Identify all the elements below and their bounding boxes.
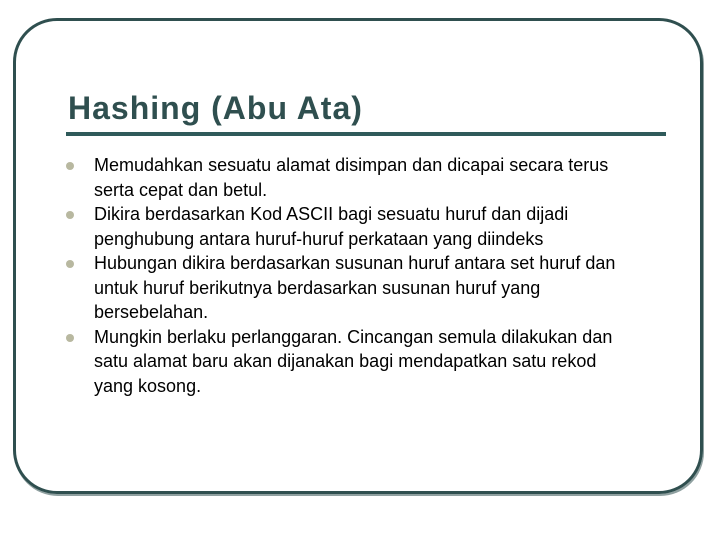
bullet-line: Hubungan dikira berdasarkan susunan huruf antara set huruf dan [94,253,616,273]
bullet-item [66,153,678,202]
bullet-line: satu alamat baru akan dijanakan bagi mendapatkan satu rekod [94,351,597,371]
bullet-item [66,251,678,325]
bullet-dot-icon [66,334,74,342]
bullet-line: yang kosong. [94,375,202,396]
bullet-line: Mungkin berlaku perlanggaran. Cincangan semula dilakukan dan [94,326,613,347]
bullet-line: untuk huruf berikutnya berdasarkan susunan huruf yang [94,277,541,298]
bullet-line: Dikira berdasarkan Kod ASCII bagi sesuatu huruf dan dijadi [94,204,569,224]
bullet-line: penghubung antara huruf-huruf perkataan yang diindeks [94,228,544,249]
bullet-line: serta cepat dan betul. [94,179,268,200]
bullet-line: bersebelahan. [94,302,209,322]
bullet-item [66,325,678,399]
bullet-dot-icon [66,211,74,219]
slide-title: Hashing (Abu Ata) [68,90,363,126]
bullet-list [66,153,678,398]
bullet-item [66,202,678,251]
bullet-dot-icon [66,260,74,268]
bullet-dot-icon [66,162,74,170]
title-underline [66,132,666,136]
bullet-line: Memudahkan sesuatu alamat disimpan dan dicapai secara terus [94,155,609,175]
